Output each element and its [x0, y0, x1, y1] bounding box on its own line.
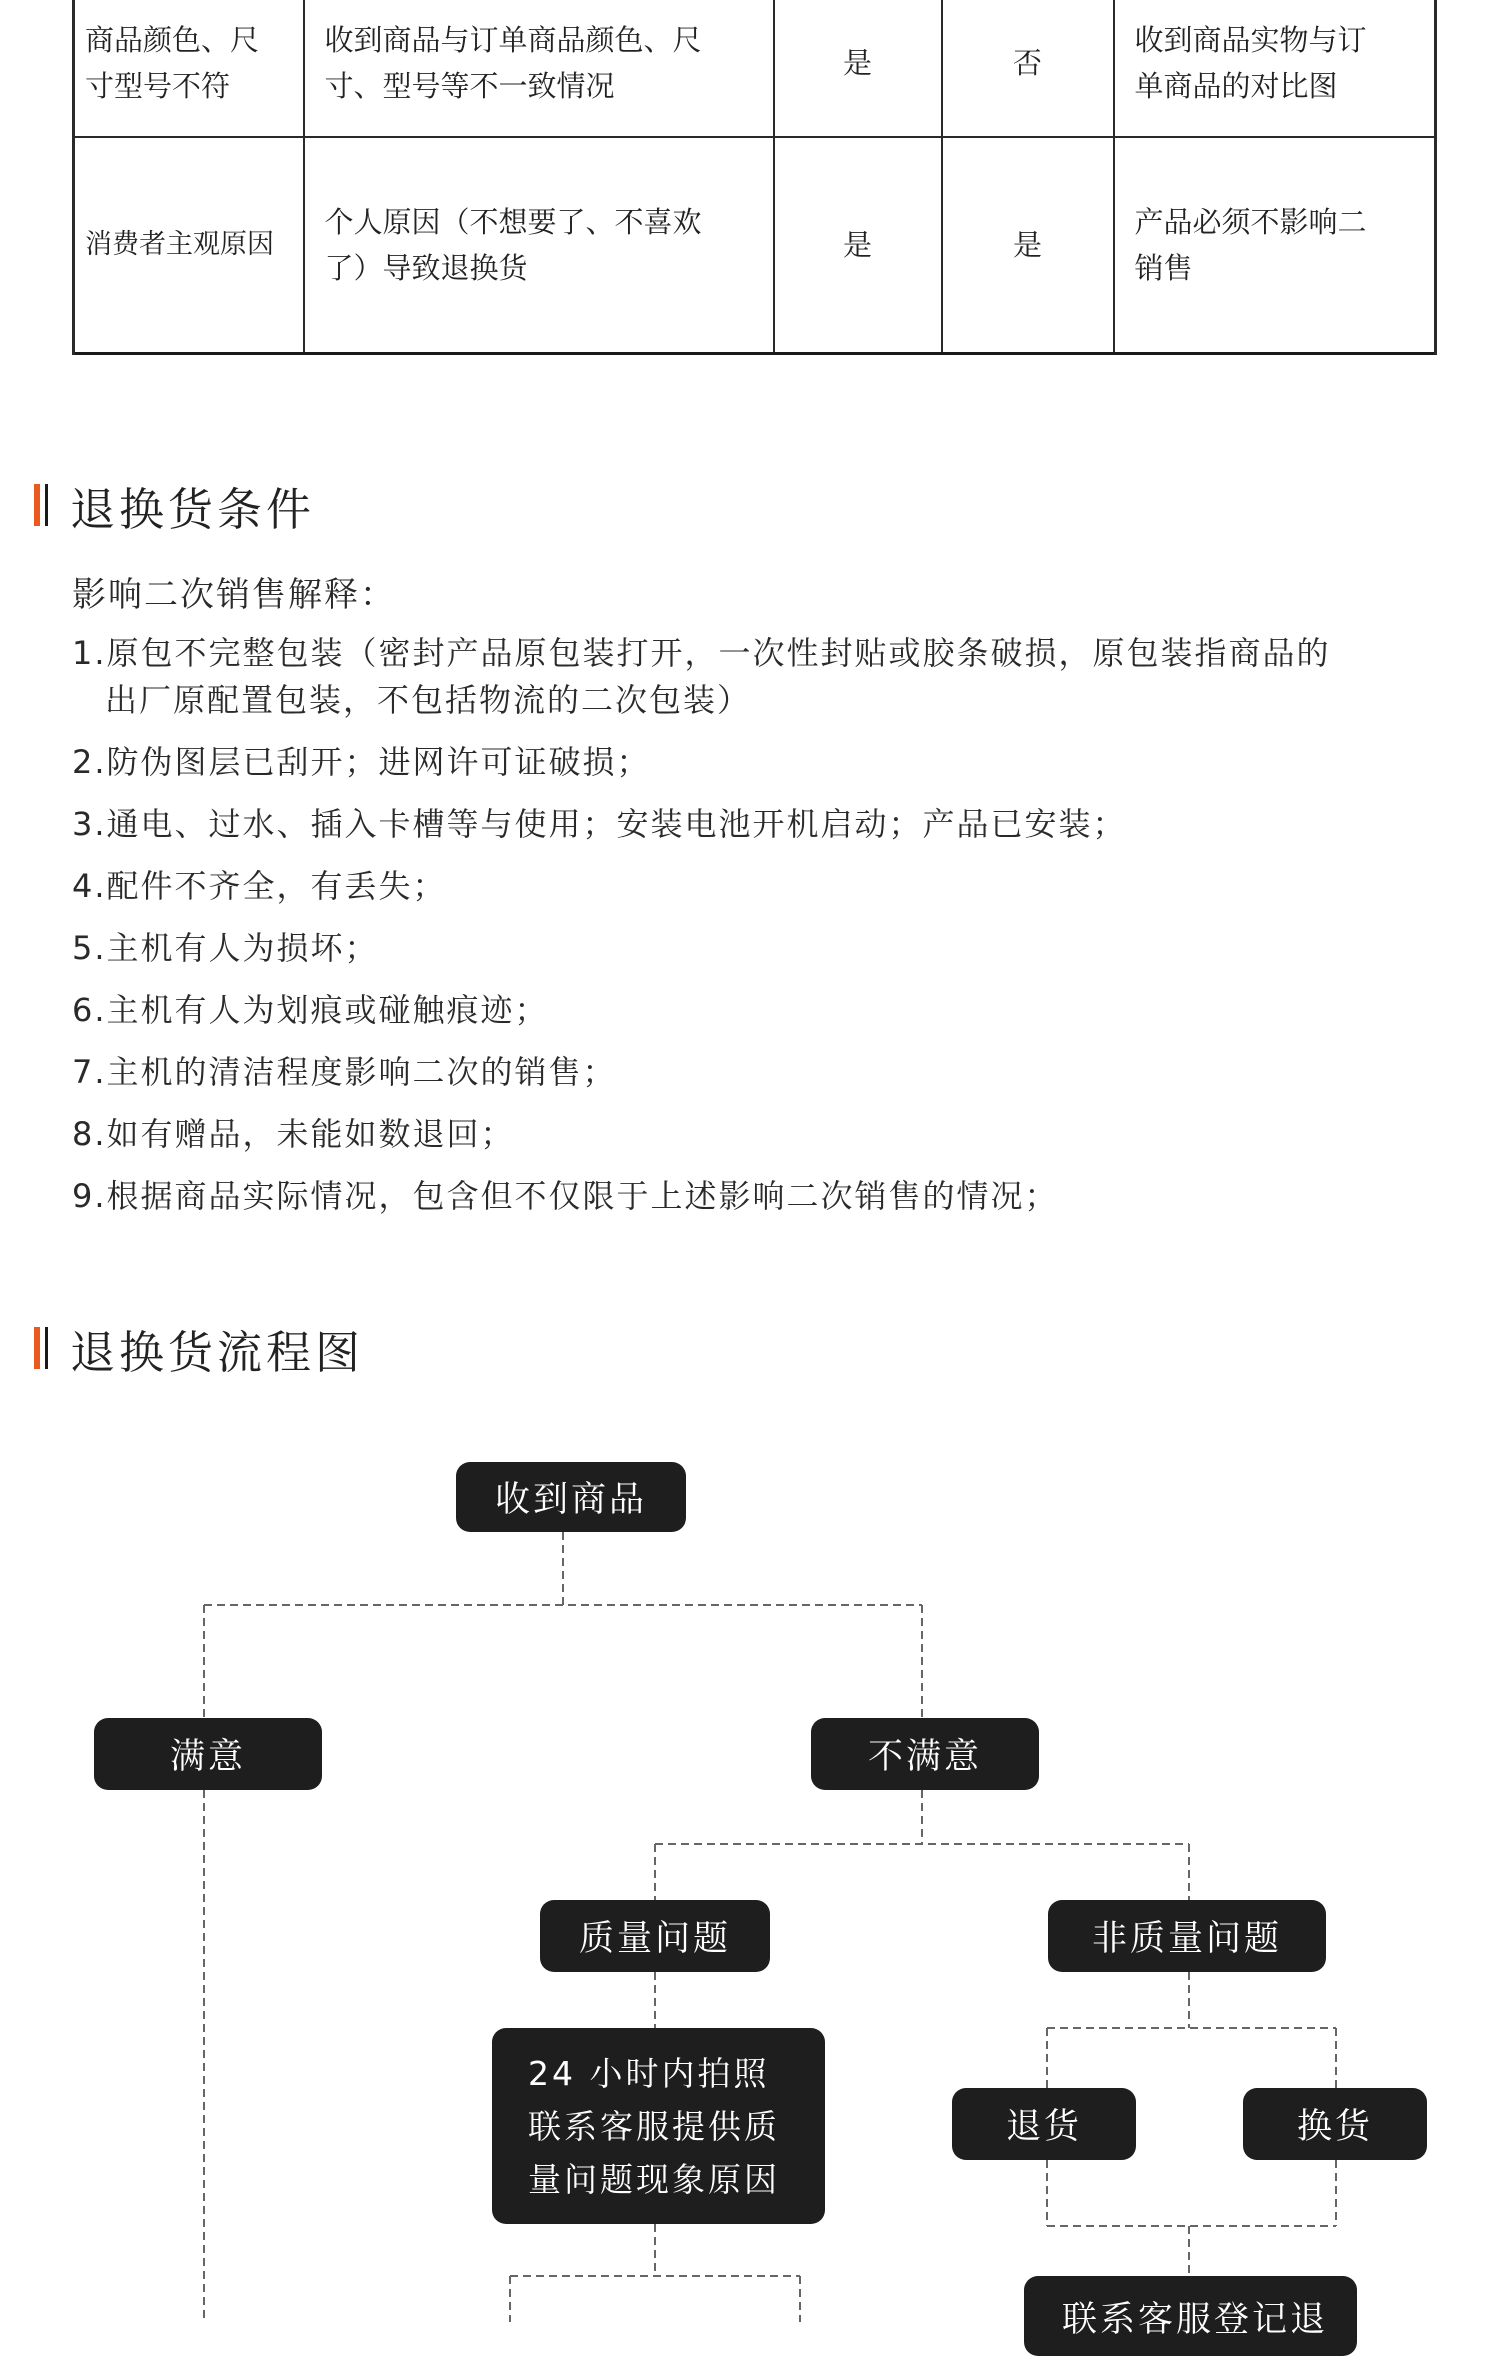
- list-item: [72, 925, 1432, 972]
- node-photo-contact: [492, 2028, 825, 2224]
- table-cell-type: [74, 0, 304, 137]
- node-received: 收到商品: [456, 1462, 686, 1532]
- policy-table: [72, 0, 1437, 355]
- list-item-text-continued: 出厂原配置包装，不包括物流的二次包装）: [105, 681, 752, 719]
- table-row: [74, 137, 1436, 354]
- section-heading-flow: [34, 1323, 365, 1379]
- conditions-subtitle: 影响二次销售解释：: [72, 575, 396, 615]
- table-cell-exchange: 是: [942, 137, 1114, 354]
- node-quality-issue: 质量问题: [540, 1900, 770, 1972]
- cell-line: 寸型号不符: [85, 69, 231, 103]
- node-line: 量问题现象原因: [528, 2159, 780, 2199]
- conditions-list: [72, 630, 1432, 1235]
- list-item-text: 5.主机有人为损坏；: [72, 929, 379, 967]
- accent-bar: [34, 484, 40, 526]
- list-item: [72, 863, 1432, 910]
- table-row: [74, 0, 1436, 137]
- cell-line: 单商品的对比图: [1134, 69, 1338, 103]
- list-item-text: 6.主机有人为划痕或碰触痕迹；: [72, 991, 549, 1029]
- list-item-text: 9.根据商品实际情况，包含但不仅限于上述影响二次销售的情况；: [72, 1177, 1059, 1215]
- list-item: [72, 987, 1432, 1034]
- list-item: [72, 630, 1432, 724]
- list-item-text: 8.如有赠品，未能如数退回；: [72, 1115, 515, 1153]
- list-item-text: 3.通电、过水、插入卡槽等与使用；安装电池开机启动；产品已安装；: [72, 805, 1127, 843]
- cell-line: 消费者主观原因: [85, 229, 274, 260]
- cell-line: 产品必须不影响二: [1134, 205, 1367, 239]
- list-item: [72, 739, 1432, 786]
- cell-line: 个人原因（不想要了、不喜欢: [324, 205, 702, 239]
- list-item: [72, 1173, 1432, 1220]
- cell-line: 商品颜色、尺: [85, 23, 260, 57]
- cell-line: 了）导致退换货: [324, 251, 528, 285]
- accent-bar-dark: [45, 484, 48, 526]
- node-line: 24 小时内拍照: [528, 2053, 770, 2093]
- node-line: 联系客服提供质: [528, 2106, 780, 2146]
- section-title: 退换货条件: [70, 482, 316, 536]
- node-satisfied: 满意: [94, 1718, 322, 1790]
- table-cell-description: [304, 0, 774, 137]
- cell-line: 寸、型号等不一致情况: [324, 69, 615, 103]
- list-item-text: 1.原包不完整包装（密封产品原包装打开，一次性封贴或胶条破损，原包装指商品的: [72, 634, 1331, 672]
- section-heading-conditions: [34, 480, 316, 536]
- node-non-quality-issue: 非质量问题: [1048, 1900, 1326, 1972]
- list-item: [72, 801, 1432, 848]
- table-cell-evidence: [1114, 137, 1436, 354]
- cell-line: 收到商品与订单商品颜色、尺: [324, 23, 702, 57]
- table-cell-return: 是: [774, 0, 942, 137]
- list-item-text: 7.主机的清洁程度影响二次的销售；: [72, 1053, 617, 1091]
- cell-line: 销售: [1134, 251, 1193, 285]
- table-cell-exchange: 否: [942, 0, 1114, 137]
- section-title: 退换货流程图: [70, 1325, 365, 1379]
- list-item-text: 2.防伪图层已刮开；进网许可证破损；: [72, 743, 651, 781]
- node-unsatisfied: 不满意: [811, 1718, 1039, 1790]
- table-cell-description: [304, 137, 774, 354]
- accent-bar-dark: [45, 1327, 48, 1369]
- list-item: [72, 1049, 1432, 1096]
- node-exchange-goods: 换货: [1243, 2088, 1427, 2160]
- list-item-text: 4.配件不齐全，有丢失；: [72, 867, 447, 905]
- table-cell-return: 是: [774, 137, 942, 354]
- table-cell-type: [74, 137, 304, 354]
- node-return-goods: 退货: [952, 2088, 1136, 2160]
- table-cell-evidence: [1114, 0, 1436, 137]
- node-contact-register: 联系客服登记退: [1024, 2276, 1357, 2356]
- accent-bar: [34, 1327, 40, 1369]
- cell-line: 收到商品实物与订: [1134, 23, 1367, 57]
- list-item: [72, 1111, 1432, 1158]
